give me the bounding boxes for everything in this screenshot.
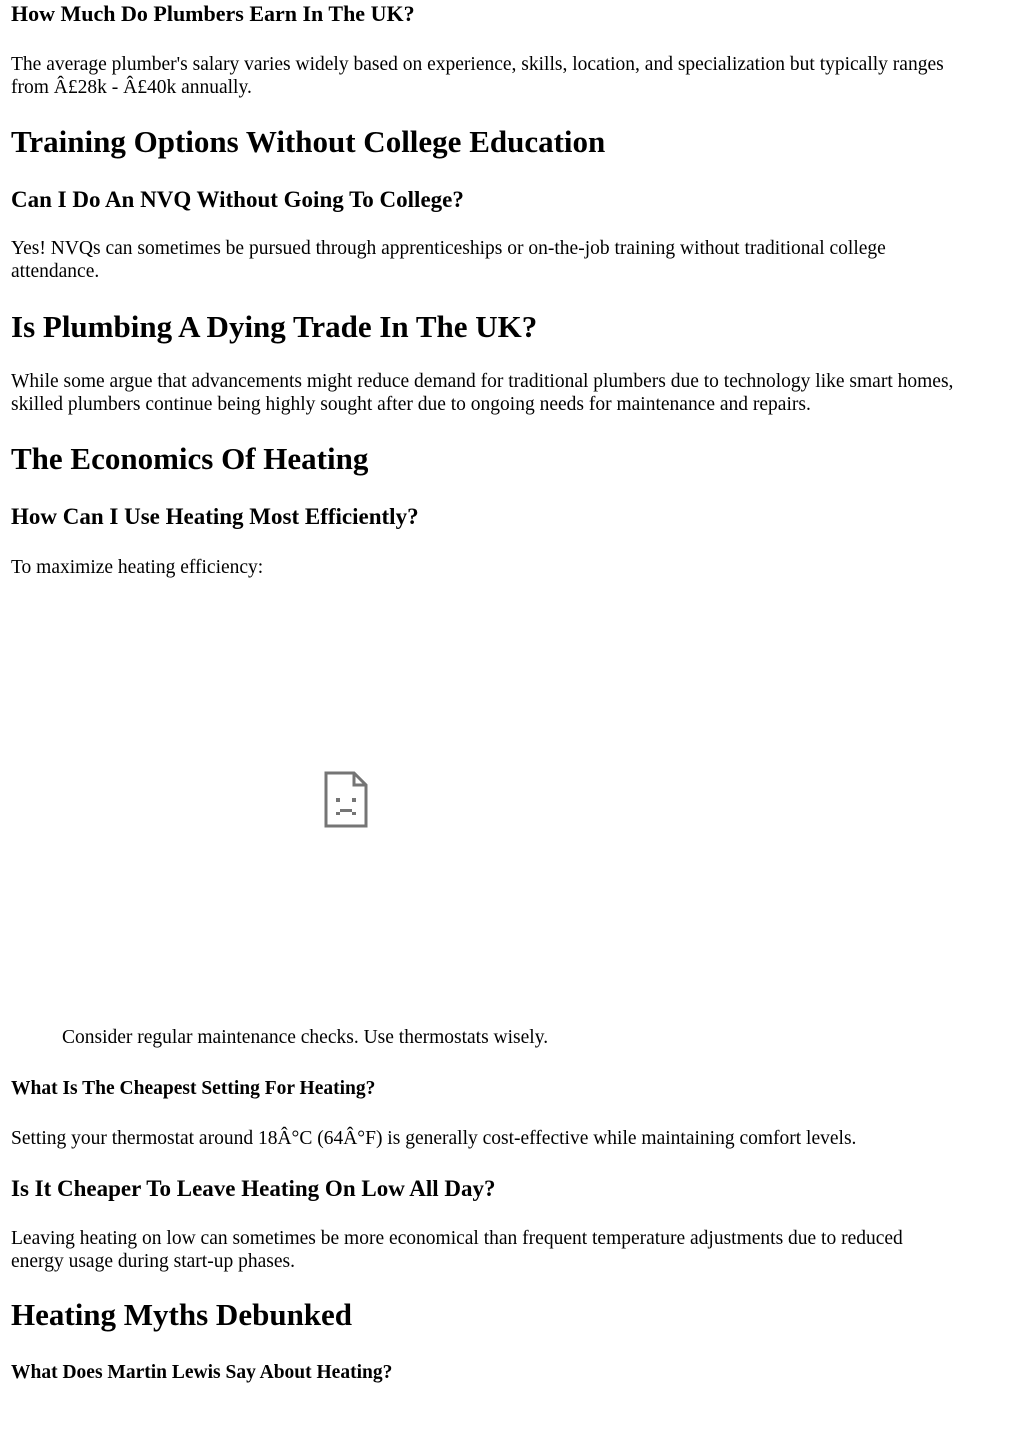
heading-plumber-earnings: How Much Do Plumbers Earn In The UK? bbox=[11, 1, 415, 26]
paragraph-dying-trade-line-1: While some argue that advancements might reduce demand for traditional plumbers due to technology like smart homes, bbox=[11, 371, 954, 392]
list-item-heating-tips: Consider regular maintenance checks. Use thermostats wisely. bbox=[62, 1027, 549, 1048]
paragraph-cheapest-setting: Setting your thermostat around 18Â°C (64Â°F) is generally cost-effective while maintaining comfort levels. bbox=[11, 1128, 857, 1149]
heading-heating-on-low: Is It Cheaper To Leave Heating On Low All Day? bbox=[11, 1176, 496, 1201]
paragraph-nvq-line-1: Yes! NVQs can sometimes be pursued through apprenticeships or on-the-job training without traditional college bbox=[11, 238, 886, 259]
heading-martin-lewis: What Does Martin Lewis Say About Heating? bbox=[11, 1362, 393, 1383]
paragraph-plumber-salary-line-1: The average plumber's salary varies widely based on experience, skills, location, and specialization but typically ranges bbox=[11, 54, 944, 75]
paragraph-maximize-efficiency: To maximize heating efficiency: bbox=[11, 557, 264, 578]
paragraph-nvq-line-2: attendance. bbox=[11, 261, 100, 282]
paragraph-heating-on-low-line-1: Leaving heating on low can sometimes be more economical than frequent temperature adjustments due to reduced bbox=[11, 1228, 903, 1249]
paragraph-plumber-salary-line-2: from Â£28k - Â£40k annually. bbox=[11, 77, 252, 98]
paragraph-heating-on-low-line-2: energy usage during start-up phases. bbox=[11, 1251, 295, 1272]
heading-heating-efficiently: How Can I Use Heating Most Efficiently? bbox=[11, 504, 419, 529]
heading-nvq-without-college: Can I Do An NVQ Without Going To College? bbox=[11, 187, 464, 212]
heading-dying-trade: Is Plumbing A Dying Trade In The UK? bbox=[11, 309, 538, 344]
paragraph-dying-trade-line-2: skilled plumbers continue being highly sought after due to ongoing needs for maintenance and repairs. bbox=[11, 394, 811, 415]
heading-cheapest-setting: What Is The Cheapest Setting For Heating? bbox=[11, 1078, 376, 1099]
broken-image-icon bbox=[324, 771, 368, 828]
heading-economics-of-heating: The Economics Of Heating bbox=[11, 441, 369, 476]
heading-training-options: Training Options Without College Education bbox=[11, 124, 606, 159]
heading-heating-myths: Heating Myths Debunked bbox=[11, 1297, 353, 1332]
